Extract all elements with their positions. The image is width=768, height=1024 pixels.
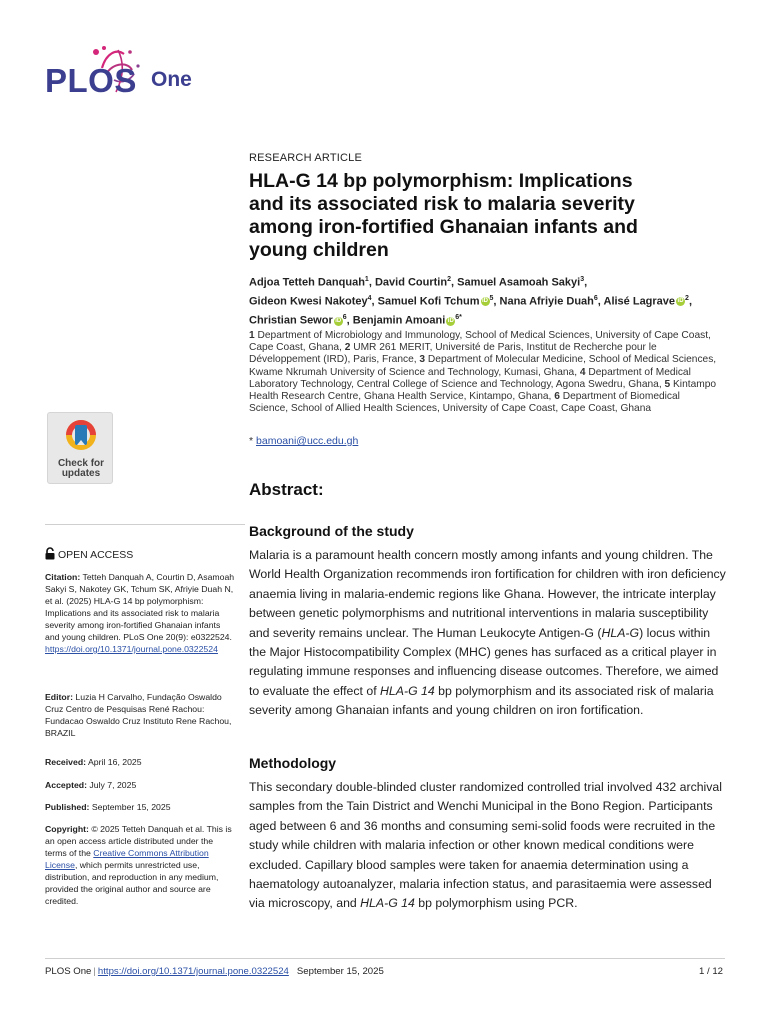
citation-label: Citation: bbox=[45, 572, 81, 582]
methodology-heading: Methodology bbox=[249, 755, 337, 771]
corresponding-email bbox=[249, 435, 358, 447]
affiliation-number: 6 bbox=[554, 391, 563, 403]
citation-text: Tetteh Danquah A, Courtin D, Asamoah Sakyi S, Nakotey GK, Tchum SK, Afriyie Duah N, et al. (2025) HLA-G 14 bp polymorphism: Implications and its associated risk to malaria severity among iron-fortified Ghanaian infants and young children. PLoS One 20(9): e0322524. bbox=[45, 572, 235, 642]
background-heading: Background of the study bbox=[249, 523, 414, 539]
methodology-text: This secondary double-blinded cluster randomized controlled trial involved 432 archival samples from the Tain District and Wenchi Municipal in the Bono Region. Participants aged between 6 and 36 months and consuming semi-solid foods were recruited in the study while children with malaria infection or other known medical conditions were excluded. Capillary blood samples were taken for anaemia determination using a haematology autoanalyzer, malaria infection status, and parasitaemia were assessed via microscopy, and HLA-G 14 bp polymorphism using PCR. bbox=[249, 780, 723, 911]
published-date: September 15, 2025 bbox=[91, 802, 171, 812]
author-affiliation-sup: 3 bbox=[580, 276, 585, 283]
check-updates-line2: updates bbox=[61, 468, 101, 479]
author-affiliation-sup: 6* bbox=[455, 314, 462, 322]
affiliations bbox=[249, 330, 719, 415]
author-affiliation-sup: 2 bbox=[685, 295, 689, 303]
footer-citation: PLOS One | https://doi.org/10.1371/journal.pone.0322524 September 15, 2025 bbox=[45, 966, 384, 977]
check-updates-line1: Check for bbox=[57, 458, 105, 469]
email-link[interactable]: bamoani@ucc.edu.gh bbox=[256, 435, 359, 447]
affiliation-text: Kintampo Health Research Centre, Ghana Health Service, Kintampo, Ghana, bbox=[249, 378, 717, 403]
published-label: Published: bbox=[45, 802, 90, 812]
editor-label: Editor: bbox=[45, 692, 73, 702]
page-number: 1 / 12 bbox=[698, 966, 723, 977]
open-access-label bbox=[45, 547, 133, 563]
affiliation-text: Department of Molecular Medicine, School of Medical Sciences, Kwame Nkrumah University of Science and Technology, Kumasi, Ghana, bbox=[249, 354, 717, 378]
email-prefix: * bbox=[249, 435, 254, 447]
logo-plos-text: PLOS bbox=[45, 62, 137, 99]
copyright-label: Copyright: bbox=[45, 824, 89, 834]
accepted-date: July 7, 2025 bbox=[89, 780, 137, 790]
affiliation-text: UMR 261 MERIT, Université de Paris, Institut de Recherche pour le Développement (IRD), Paris, France, bbox=[249, 342, 657, 366]
license-link[interactable]: Creative Commons Attribution License bbox=[45, 848, 209, 870]
footer-journal: PLOS One bbox=[45, 966, 92, 977]
article-type: RESEARCH ARTICLE bbox=[249, 152, 363, 164]
affiliation-number: 4 bbox=[579, 366, 589, 378]
author-affiliation-sup: 6 bbox=[342, 314, 347, 322]
author-name: Nana Afriyie Duah bbox=[499, 295, 594, 308]
open-lock-icon bbox=[45, 547, 55, 563]
author-list: Adjoa Tetteh Danquah$^1$, David Courtin$^2$, Samuel Asamoah Sakyi$^3$, Gideon Kwesi Nakotey$^4$, Samuel Kofi Tchum iD $^5$, Nana Afriyie Duah$^6$, Alisé Lagrave iD $^2$, Christian Sewor iD $^6$, Benjamin Amoani iD $^{6*}$ bbox=[249, 276, 693, 327]
affiliation-text: Department of Medical Laboratory Technology, Central College of Science and Technology, Agona Swedru, Ghana, bbox=[249, 366, 691, 390]
received-block bbox=[45, 756, 235, 768]
author-name: Adjoa Tetteh Danquah bbox=[249, 276, 365, 289]
author-name: Samuel Kofi Tchum bbox=[377, 295, 480, 308]
article-title: HLA-G 14 bp polymorphism: Implications and its associated risk to malaria severity among iron-fortified Ghanaian infants and young children bbox=[249, 170, 638, 261]
copyright-block bbox=[45, 823, 235, 907]
affiliation-text: Department of Biomedical Science, School of Allied Health Sciences, University of Cape Coast, Cape Coast, Ghana bbox=[249, 391, 680, 415]
author-name: David Courtin bbox=[374, 276, 448, 289]
accepted-label: Accepted: bbox=[45, 780, 87, 790]
affiliation-number: 2 bbox=[344, 342, 354, 354]
orcid-icon[interactable]: iD bbox=[677, 298, 684, 305]
citation-block bbox=[45, 571, 235, 655]
editor-text: Luzia H Carvalho, Fundação Oswaldo Cruz Centro de Pesquisas René Rachou: Fundacao Oswaldo Cruz Instituto Rene Rachou, BRAZIL bbox=[45, 692, 232, 738]
author-affiliation-sup: 1 bbox=[364, 276, 369, 283]
author-affiliation-sup: 5 bbox=[489, 295, 494, 303]
published-block bbox=[45, 801, 235, 813]
orcid-icon[interactable]: iD bbox=[447, 317, 454, 324]
author-name: Alisé Lagrave bbox=[603, 295, 676, 308]
background-text: Malaria is a paramount health concern mostly among infants and young children. The World Health Organization recommends iron fortification for children with iron deficiency anaemia living in malaria-endemic regions like Ghana. However, the intricate interplay between genetic polymorphisms and nutritional interventions in malaria susceptibility and severity remains unclear. The Human Leukocyte Antigen-G (HLA-G) locus within the Major Histocompatibility Complex (MHC) genes has surfaced as a critical player in regulating immune responses and influencing disease outcomes. Therefore, we aimed to evaluate the effect of HLA-G 14 bp polymorphism and its associated risk of malaria severity among Ghanaian infants and young children on iron fortification. bbox=[249, 548, 726, 718]
footer-date: September 15, 2025 bbox=[296, 966, 384, 977]
copyright-pre: © 2025 Tetteh Danquah et al. This is an open access article distributed under the terms of the bbox=[45, 824, 232, 858]
affiliation-number: 5 bbox=[664, 378, 674, 390]
footer-doi-link[interactable]: https://doi.org/10.1371/journal.pone.0322524 bbox=[97, 966, 289, 977]
author-affiliation-sup: 6 bbox=[593, 295, 598, 303]
author-name: Gideon Kwesi Nakotey bbox=[249, 295, 368, 308]
logo-one-text: One bbox=[151, 68, 192, 91]
orcid-icon[interactable]: iD bbox=[335, 317, 342, 324]
footer-divider bbox=[45, 958, 725, 959]
editor-block bbox=[45, 691, 235, 739]
open-access-text: OPEN ACCESS bbox=[58, 549, 134, 561]
check-updates-icon bbox=[48, 413, 114, 459]
check-for-updates-badge[interactable] bbox=[47, 412, 113, 484]
accepted-block bbox=[45, 779, 235, 791]
affiliation-number: 3 bbox=[419, 354, 428, 366]
sidebar-divider bbox=[45, 524, 245, 525]
received-date: April 16, 2025 bbox=[87, 757, 142, 767]
affiliation-text: Department of Microbiology and Immunology, School of Medical Sciences, University of Cape Coast, Cape Coast, Ghana, bbox=[249, 330, 711, 354]
citation-doi-link[interactable]: https://doi.org/10.1371/journal.pone.0322524 bbox=[45, 644, 218, 654]
author-affiliation-sup: 2 bbox=[447, 276, 451, 283]
received-label: Received: bbox=[45, 757, 87, 767]
author-name: Benjamin Amoani bbox=[352, 314, 446, 327]
author-affiliation-sup: 4 bbox=[367, 295, 372, 303]
copyright-post: , which permits unrestricted use, distribution, and reproduction in any medium, provided the original author and source are credited. bbox=[45, 860, 219, 906]
plos-one-logo[interactable] bbox=[44, 40, 204, 102]
author-name: Christian Sewor bbox=[249, 314, 333, 327]
author-name: Samuel Asamoah Sakyi bbox=[457, 276, 581, 289]
affiliation-number: 1 bbox=[249, 330, 258, 341]
abstract-heading: Abstract: bbox=[249, 480, 324, 499]
orcid-icon[interactable]: iD bbox=[482, 298, 488, 305]
